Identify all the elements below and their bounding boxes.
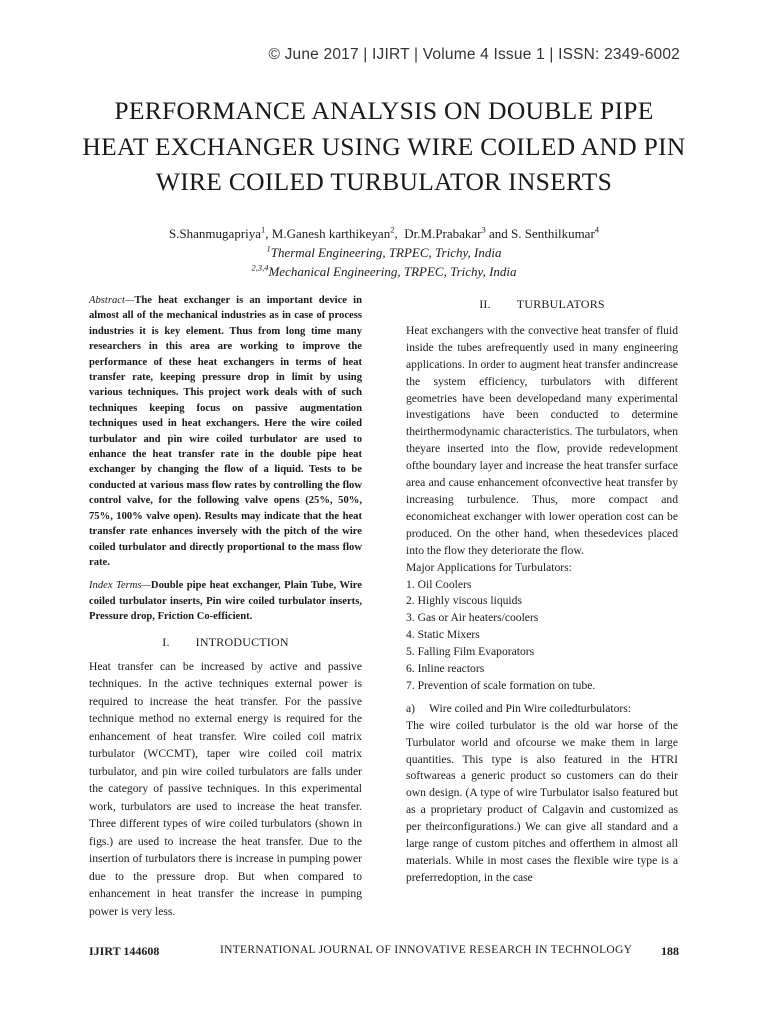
turbulators-body: Heat exchangers with the convective heat transfer of fluid inside the tubes arefrequently used in many engineering applications. In order to augment heat transfer andincrease the system efficiency, turbulators with different geometries have been developedand many experimental investigations have been conducted to determine theirthermodynamic characteristics. The turbulators, when theyare inserted into the flow, provide redevelopment ofthe boundary layer and increase the heat transfer surface area and cause enhancement ofconvective heat transfer by increasing turbulence. Thus, more compact and economicheat exchanger with lower operation cost can be produced. On the other hand, when thesedevices placed into the flow they deteriorate the flow.: [406, 323, 678, 557]
list-item: 2. Highly viscous liquids: [406, 594, 522, 608]
title-line: HEAT EXCHANGER USING WIRE COILED AND PIN: [82, 131, 686, 161]
affiliation-text: Thermal Engineering, TRPEC, Trichy, India: [270, 245, 502, 260]
footer-journal-name: INTERNATIONAL JOURNAL OF INNOVATIVE RESEARCH IN TECHNOLOGY: [220, 944, 633, 956]
affiliation-sup: 1: [266, 243, 271, 254]
abstract: [89, 293, 362, 570]
subsection-letter: a): [406, 701, 416, 715]
introduction-body: Heat transfer can be increased by active and passive techniques. In the active techniques external power is required to increase the heat transfer. For the passive technique method no external energy is required for the enhancement of heat transfer. Wire coiled coil matrix turbulator (WCCMT), taper wire coiled coil matrix turbulator, and pin wire coiled turbulators are falls under the category of passive techniques. In this experimental work, turbulators are used to increase the heat transfer. Three different types of wire coiled turbulators (shown in figs.) are used to increase the heat transfer. Due to the insertion of turbulators there is increase in pumping power due to the pressure drop. But when compared to enhancement in heat transfer the increase in pumping power is very less.: [89, 659, 362, 918]
list-item: 7. Prevention of scale formation on tube.: [406, 678, 596, 692]
journal-header: © June 2017 | IJIRT | Volume 4 Issue 1 | ISSN: 2349-6002: [268, 46, 680, 63]
index-terms: [89, 578, 362, 624]
abstract-label: Abstract—: [89, 295, 135, 306]
section-title: INTRODUCTION: [195, 634, 289, 649]
subsection-body: The wire coiled turbulator is the old war horse of the Turbulator world and ofcourse we make them in large quantities. This type is also featured in the HTRI softwareas a generic product so customers can do their own design. (A type of wire Turbulator isalso featured but as a proprietary product of Calgavin and customized as per theirconfigurations.) We can give all standard and a large range of custom pitches and offerthem in almost all materials. While in most cases the flexible wire type is a preferredoption, in the case: [406, 718, 678, 884]
author-name: M.Ganesh karthikeyan: [271, 226, 391, 241]
author-name: S.Shanmugapriya: [168, 226, 262, 241]
author-list: S.Shanmugapriya$^1$, M.Ganesh karthikeyan$^2$, Dr.M.Prabakar$^3$ and S. Senthilkumar$^4$: [168, 224, 600, 241]
subsection-heading: [406, 701, 678, 718]
section-heading-introduction: [89, 635, 362, 650]
section-number: I.: [162, 634, 170, 649]
list-item: 6. Inline reactors: [406, 662, 485, 676]
author-block: [60, 224, 708, 281]
index-terms-label: Index Terms—: [89, 580, 151, 592]
section-number: II.: [479, 297, 491, 311]
author-sup: 3: [481, 224, 486, 235]
applications-list: [406, 577, 678, 695]
left-column: [89, 293, 362, 920]
author-name: S. Senthilkumar: [511, 226, 595, 241]
page-number: 188: [661, 944, 679, 958]
abstract-text: The heat exchanger is an important device in almost all of the mechanical industries as in case of process industries it is key element. Thus from long time many researchers in this area are working to improve the performance of these heat exchangers in terms of heat transfer rate, keeping pressure drop in limit by using various techniques. This project work deals with of such techniques keeping focus on passive augmentation techniques used in heat exchangers. Here the wire coiled turbulator and pin wire coiled turbulator are used to enhance the heat transfer rate in the double pipe heat exchanger by changing the flow of a liquid. Tests to be conducted at various mass flow rates by controlling the flow control valve, for the following valve opens (25%, 50%, 75%, 100% valve open). Results may indicate that the heat transfer rate enhances inversely with the pitch of the wire coiled turbulator and directly proportional to the mass flow rate.: [89, 295, 362, 568]
list-item: 3. Gas or Air heaters/coolers: [406, 611, 539, 625]
subsection-title: Wire coiled and Pin Wire coiledturbulators:: [429, 701, 632, 715]
affiliation-sup: 2,3,4: [251, 262, 269, 273]
list-item: 4. Static Mixers: [406, 628, 480, 642]
title-line: PERFORMANCE ANALYSIS ON DOUBLE PIPE: [114, 96, 654, 125]
affiliation-text: Mechanical Engineering, TRPEC, Trichy, India: [268, 264, 517, 279]
author-sup: 2: [390, 224, 395, 235]
affiliation: [60, 262, 708, 281]
author-name: Dr.M.Prabakar: [404, 226, 482, 241]
index-terms-text: Double pipe heat exchanger, Plain Tube, Wire coiled turbulator inserts, Pin wire coiled turbulator inserts, Pressure drop, Friction Co-efficient.: [89, 580, 362, 623]
page-footer: [89, 944, 679, 962]
list-item: 1. Oil Coolers: [406, 577, 472, 591]
title-line: WIRE COILED TURBULATOR INSERTS: [155, 167, 613, 196]
paper-title: [70, 93, 698, 200]
affiliation: [60, 243, 708, 262]
author-sup: 4: [594, 224, 600, 235]
footer-paper-id: IJIRT 144608: [89, 944, 160, 958]
section-heading-turbulators: [406, 296, 678, 313]
list-item: 5. Falling Film Evaporators: [406, 645, 535, 659]
right-column: [406, 296, 678, 887]
author-sup: 1: [261, 224, 266, 235]
applications-title: Major Applications for Turbulators:: [406, 560, 572, 574]
section-title: TURBULATORS: [516, 297, 605, 311]
